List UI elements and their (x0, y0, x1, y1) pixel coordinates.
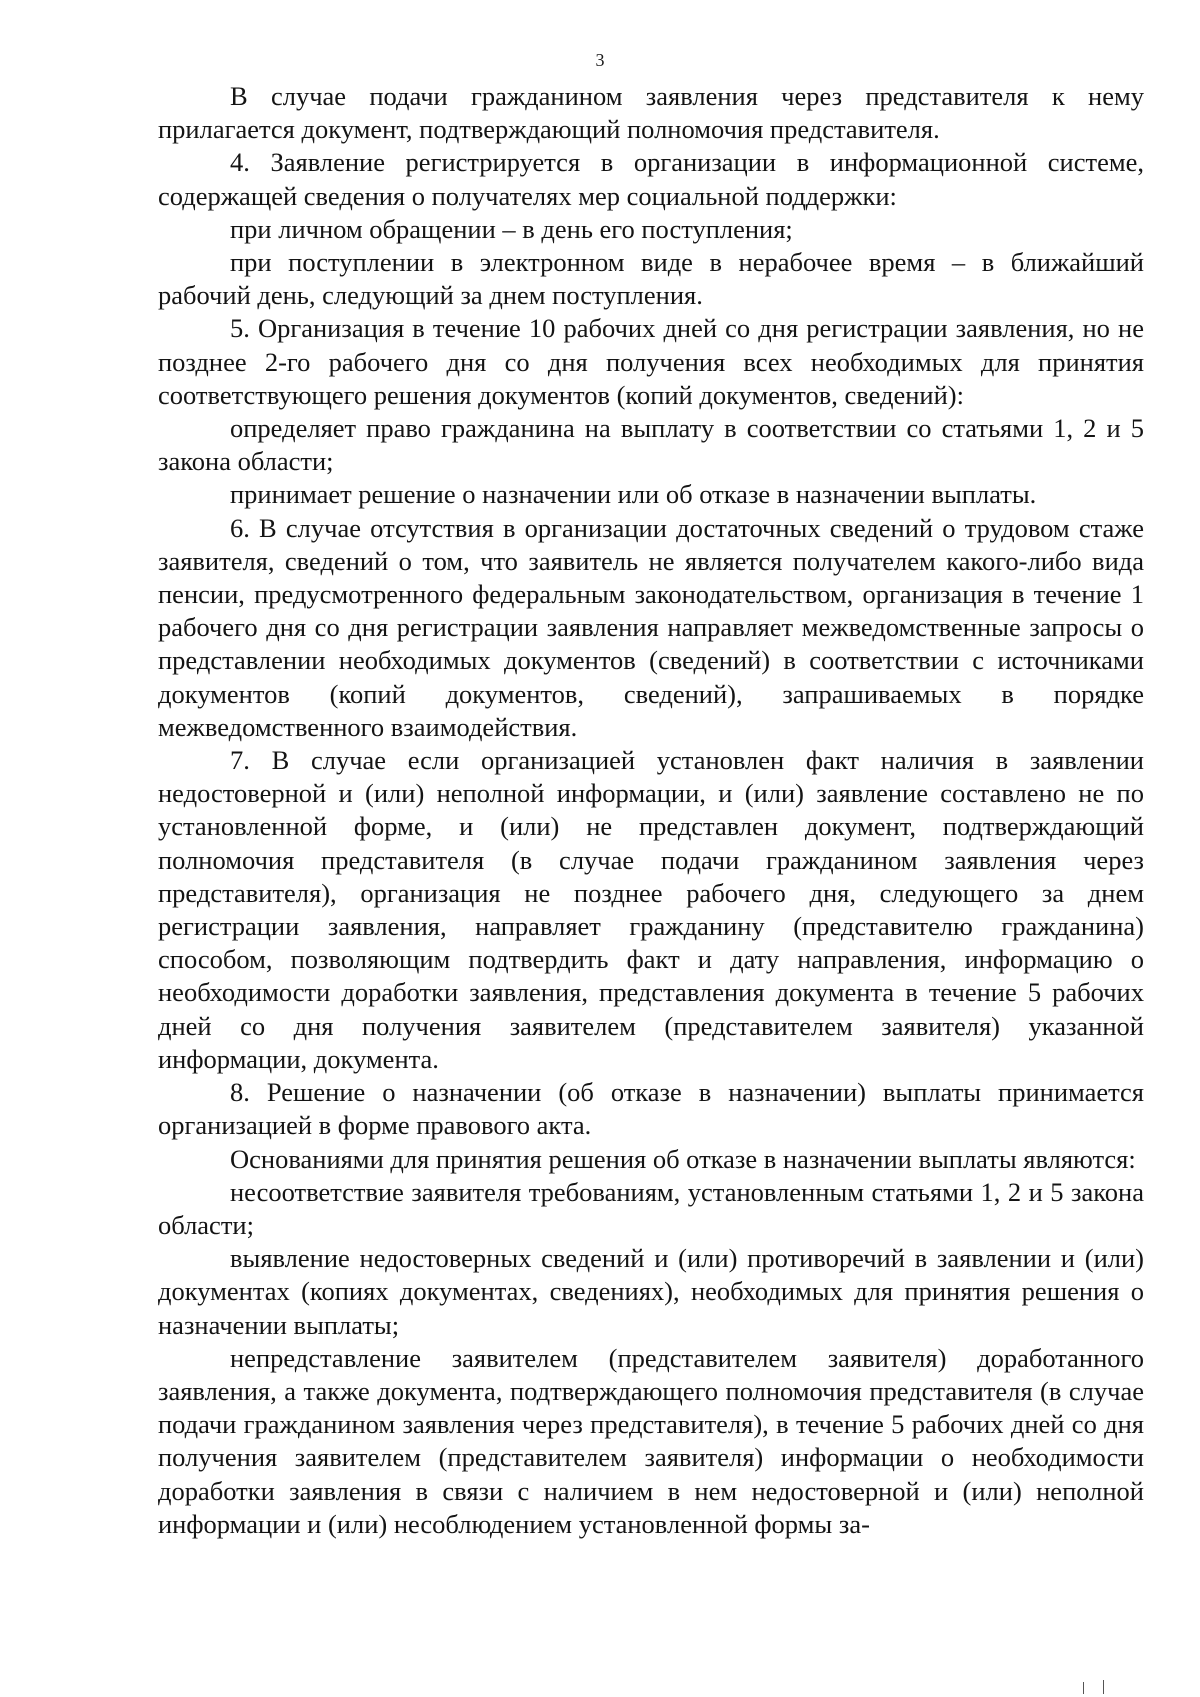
paragraph: 5. Организация в течение 10 рабочих дней со дня регистрации заявления, но не позднее 2-го рабочего дня со дня получения всех необходимых для принятия соответствующего решения документов (копий документов, сведений): (158, 313, 1144, 410)
paragraph: непредставление заявителем (представителем заявителя) доработанного заявления, а также документа, подтверждающего полномочия представителя (в случае подачи гражданином заявления через представителя), в течение 5 рабочих дней со дня получения заявителем (представителем заявителя) информации о необходимости доработки заявления в связи с наличием в нем недостоверной и (или) неполной информации и (или) несоблюдением установленной формы за- (158, 1342, 1144, 1539)
paragraph: при поступлении в электронном виде в нерабочее время – в ближайший рабочий день, следующий за днем поступления. (158, 247, 1144, 311)
paragraph: принимает решение о назначении или об отказе в назначении выплаты. (230, 479, 1037, 510)
paragraph: выявление недостоверных сведений и (или) противоречий в заявлении и (или) документах (копиях документах, сведениях), необходимых для принятия решения о назначении выплаты; (158, 1243, 1144, 1340)
paragraph: определяет право гражданина на выплату в соответствии со статьями 1, 2 и 5 закона области; (158, 413, 1144, 477)
document-body (158, 80, 1144, 1541)
scan-mark (1103, 1680, 1104, 1694)
paragraph: В случае подачи гражданином заявления через представителя к нему прилагается документ, подтверждающий полномочия представителя. (158, 81, 1144, 145)
paragraph: 7. В случае если организацией установлен факт наличия в заявлении недостоверной и (или) неполной информации, и (или) заявление составлено не по установленной форме, и (или) не представлен документ, подтверждающий полномочия представителя (в случае подачи гражданином заявления через представителя), организация не позднее рабочего дня, следующего за днем регистрации заявления, направляет гражданину (представителю гражданина) способом, позволяющим подтвердить факт и дату направления, информацию о необходимости доработки заявления, представления документа в течение 5 рабочих дней со дня получения заявителем (представителем заявителя) указанной информации, документа. (158, 745, 1144, 1074)
paragraph: Основаниями для принятия решения об отказе в назначении выплаты являются: (230, 1143, 1136, 1174)
paragraph: при личном обращении – в день его поступления; (230, 213, 793, 244)
paragraph: 4. Заявление регистрируется в организации в информационной системе, содержащей сведения о получателях мер социальной поддержки: (158, 147, 1144, 211)
page-number: 3 (595, 50, 605, 70)
paragraph: несоответствие заявителя требованиям, установленным статьями 1, 2 и 5 закона области; (158, 1176, 1144, 1240)
scan-mark (1083, 1682, 1084, 1694)
paragraph: 8. Решение о назначении (об отказе в назначении) выплаты принимается организацией в форме правового акта. (158, 1077, 1144, 1141)
paragraph: 6. В случае отсутствия в организации достаточных сведений о трудовом стаже заявителя, сведений о том, что заявитель не является получателем какого-либо вида пенсии, предусмотренного федеральным законодательством, организация в течение 1 рабочего дня со дня регистрации заявления направляет межведомственные запросы о представлении необходимых документов (сведений) в соответствии с источниками документов (копий документов, сведений), запрашиваемых в порядке межведомственного взаимодействия. (158, 512, 1144, 742)
